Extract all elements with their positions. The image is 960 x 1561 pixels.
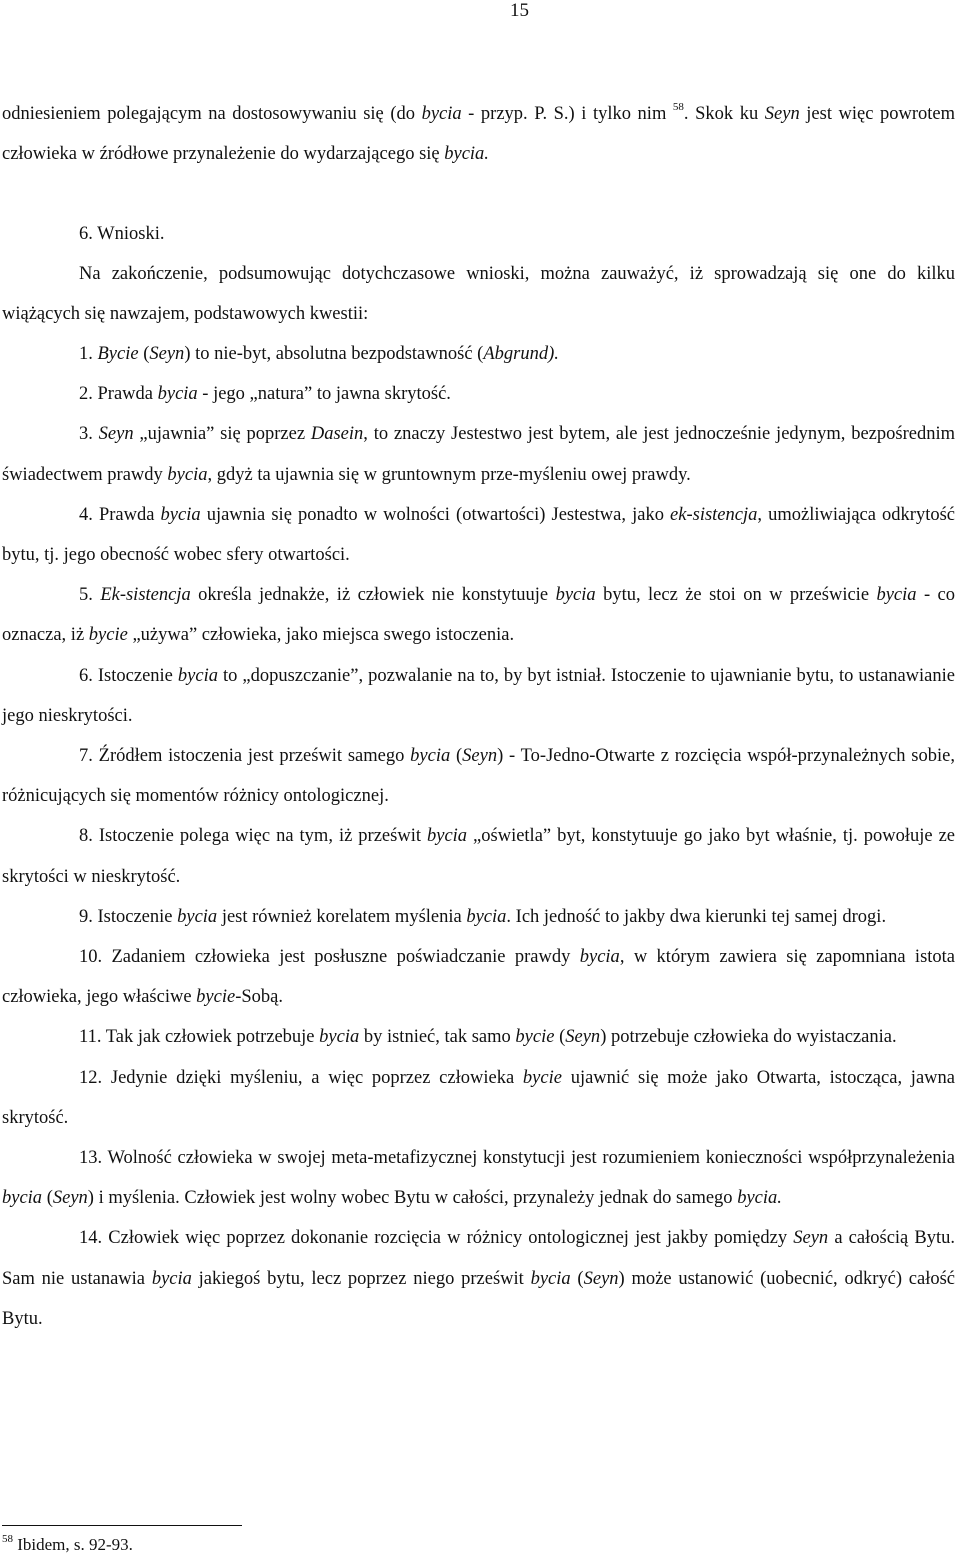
footnote-number: 58 — [2, 1533, 13, 1545]
list-item: 5. Ek-sistencja określa jednakże, iż człowiek nie konstytuuje bycia bytu, lecz że stoi on w prześwicie bycia - co oznacza, iż bycie „używa” człowieka, jako miejsca swego istoczenia. — [2, 585, 956, 646]
list-item: 11. Tak jak człowiek potrzebuje bycia by istnieć, tak samo bycie (Seyn) potrzebuje człowieka do wyistaczania. — [79, 1027, 897, 1048]
list-item: 2. Prawda bycia - jego „natura” to jawna skrytość. — [79, 384, 451, 405]
section-heading-block — [2, 214, 955, 254]
page-number: 15 — [510, 0, 529, 21]
footnote — [2, 1532, 133, 1558]
summary-paragraph: Na zakończenie, podsumowując dotychczasowe wnioski, można zauważyć, iż sprowadzają się one do kilku wiążących się nawzajem, podstawowych kwestii: — [2, 264, 955, 325]
list-item: 7. Źródłem istoczenia jest prześwit samego bycia (Seyn) - To-Jedno-Otwarte z rozcięcia współ-przynależnych sobie, różnicujących się momentów różnicy ontologicznej. — [2, 746, 955, 807]
footnote-divider — [2, 1525, 242, 1526]
summary-block — [2, 254, 955, 334]
intro-text: odniesieniem polegającym na dostosowywaniu się (do bycia - przyp. P. S.) i tylko nim $^{58}$. Skok ku Seyn jest więc powrotem człowieka w źródłowe przynależenie do wydarzającego się bycia. — [2, 101, 956, 165]
list-item: 12. Jedynie dzięki myśleniu, a więc poprzez człowieka bycie ujawnić się może jako Otwarta, istocząca, jawna skrytość. — [2, 1067, 955, 1128]
list-item: 8. Istoczenie polega więc na tym, iż prześwit bycia „oświetla” byt, konstytuuje go jako byt właśnie, tj. powołuje ze skrytości w nieskrytość. — [2, 826, 956, 887]
list-item: 3. Seyn „ujawnia” się poprzez Dasein, to znaczy Jestestwo jest bytem, ale jest jednocześnie jedynym, bezpośrednim świadectwem prawdy bycia, gdyż ta ujawnia się w gruntownym prze-myśleniu owej prawdy. — [2, 424, 955, 485]
list-item: 10. Zadaniem człowieka jest posłuszne poświadczanie prawdy bycia, w którym zawiera się zapomniana istota człowieka, jego właściwe bycie-Sobą. — [2, 947, 956, 1008]
footnote-text: Ibidem, s. 92-93. — [13, 1535, 133, 1554]
list-item: 9. Istoczenie bycia jest również korelatem myślenia bycia. Ich jedność to jakby dwa kierunki tej samej drogi. — [79, 906, 887, 927]
list-item: 13. Wolność człowieka w swojej meta-metafizycznej konstytucji jest rozumieniem konieczności współprzynależenia bycia (Seyn) i myślenia. Człowiek jest wolny wobec Bytu w całości, przynależy jednak do samego bycia. — [2, 1148, 955, 1209]
list-item: 1. Bycie (Seyn) to nie-byt, absolutna bezpodstawność (Abgrund). — [79, 344, 559, 364]
intro-paragraph — [2, 94, 955, 174]
conclusions-list — [2, 334, 955, 1339]
footnote-reference[interactable]: 58 — [672, 101, 684, 113]
section-heading: 6. Wnioski. — [79, 224, 165, 244]
list-item: 4. Prawda bycia ujawnia się ponadto w wolności (otwartości) Jestestwa, jako ek-sistencja, umożliwiająca odkrytość bytu, tj. jego obecność wobec sfery otwartości. — [2, 504, 956, 566]
list-item: 6. Istoczenie bycia to „dopuszczanie”, pozwalanie na to, by byt istniał. Istoczenie to ujawnianie bytu, to ustanawianie jego nieskrytości. — [2, 665, 955, 726]
list-item: 14. Człowiek więc poprzez dokonanie rozcięcia w różnicy ontologicznej jest jakby pomiędzy Seyn a całością Bytu. Sam nie ustanawia bycia jakiegoś bytu, lecz poprzez niego prześwit bycia (Seyn) może ustanowić (uobecnić, odkryć) całość Bytu. — [2, 1228, 955, 1329]
